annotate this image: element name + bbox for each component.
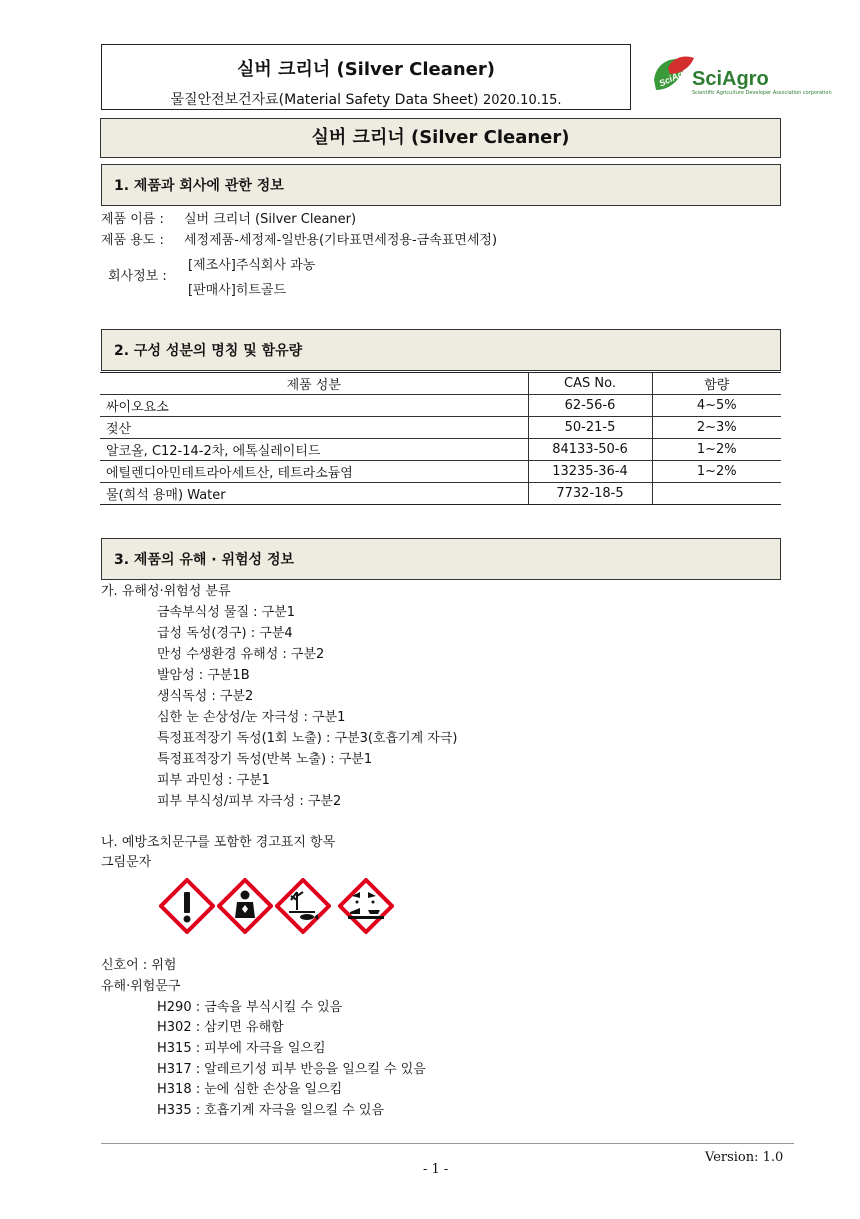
product-banner: 실버 크리너 (Silver Cleaner) <box>100 118 781 158</box>
sciagro-logo <box>650 46 832 106</box>
classification-item: 피부 과민성 : 구분1 <box>157 773 270 788</box>
hazard-statement: H317 : 알레르기성 피부 반응을 일으킬 수 있음 <box>157 1062 426 1077</box>
classification-item: 심한 눈 손상성/눈 자극성 : 구분1 <box>157 710 346 725</box>
classification-item: 발암성 : 구분1B <box>157 668 250 683</box>
content-percent: 1~2% <box>652 439 781 461</box>
ingredient-name: 젖산 <box>100 417 528 439</box>
ingredient-name: 물(희석 용매) Water <box>100 483 528 505</box>
section-2-heading: 2. 구성 성분의 명칭 및 함유량 <box>101 329 781 371</box>
company-label: 회사정보 : <box>108 269 167 284</box>
table-row <box>100 461 781 483</box>
hazard-statement: H302 : 삼키면 유해함 <box>157 1020 284 1035</box>
document-title-box <box>101 44 631 110</box>
manufacturer: [제조사]주식회사 과농 <box>188 258 316 273</box>
footer-divider <box>101 1143 794 1144</box>
label-items-title: 나. 예방조치문구를 포함한 경고표지 항목 <box>101 835 336 850</box>
logo-leaf-text: SciAgro <box>657 64 693 89</box>
product-use-label: 제품 용도 : <box>101 233 164 248</box>
product-use-value: 세정제품-세정제-일반용(기타표면세정용-금속표면세정) <box>184 233 498 248</box>
column-header: 제품 성분 <box>100 373 528 395</box>
seller: [판매사]히트골드 <box>188 283 287 298</box>
cas-number: 62-56-6 <box>528 395 652 417</box>
classification-item: 급성 독성(경구) : 구분4 <box>157 626 293 641</box>
corrosion-icon <box>338 878 394 934</box>
cas-number: 84133-50-6 <box>528 439 652 461</box>
content-percent <box>652 483 781 505</box>
exclamation-mark-icon <box>159 878 215 934</box>
table-row <box>100 439 781 461</box>
signal-word: 신호어 : 위험 <box>101 958 177 973</box>
column-header: CAS No. <box>528 373 652 395</box>
section-1-heading: 1. 제품과 회사에 관한 정보 <box>101 164 781 206</box>
classification-item: 피부 부식성/피부 자극성 : 구분2 <box>157 794 342 809</box>
content-percent: 1~2% <box>652 461 781 483</box>
hazard-statement: H290 : 금속을 부식시킬 수 있음 <box>157 1000 343 1015</box>
classification-item: 특정표적장기 독성(1회 노출) : 구분3(호흡기계 자극) <box>157 731 458 746</box>
document-subtitle <box>102 89 630 109</box>
content-percent: 2~3% <box>652 417 781 439</box>
table-row <box>100 483 781 505</box>
hazard-statement: H335 : 호흡기계 자극을 일으킬 수 있음 <box>157 1103 385 1118</box>
ingredient-name: 알코올, C12-14-2차, 에톡실레이티드 <box>100 439 528 461</box>
content-percent: 4~5% <box>652 395 781 417</box>
hazard-statements-title: 유해·위험문구 <box>101 979 181 994</box>
hazard-statement: H318 : 눈에 심한 손상을 일으킴 <box>157 1082 343 1097</box>
product-name-label: 제품 이름 : <box>101 212 164 227</box>
cas-number: 50-21-5 <box>528 417 652 439</box>
table-header-row <box>100 373 781 395</box>
page-number: - 1 - <box>423 1162 449 1177</box>
subtitle-korean: 물질안전보건자료 <box>170 92 279 108</box>
document-title: 실버 크리너 (Silver Cleaner) <box>237 59 495 80</box>
classification-item: 만성 수생환경 유해성 : 구분2 <box>157 647 325 662</box>
pictogram-title: 그림문자 <box>101 855 152 870</box>
cas-number: 13235-36-4 <box>528 461 652 483</box>
environment-icon <box>275 878 331 934</box>
table-row <box>100 417 781 439</box>
column-header: 함량 <box>652 373 781 395</box>
subtitle-english: (Material Safety Data Sheet) <box>278 92 479 108</box>
classification-item: 특정표적장기 독성(반복 노출) : 구분1 <box>157 752 373 767</box>
version-label: Version: 1.0 <box>705 1150 784 1165</box>
classification-title: 가. 유해성·위험성 분류 <box>101 584 231 599</box>
hazard-statement: H315 : 피부에 자극을 일으킴 <box>157 1041 326 1056</box>
composition-table <box>100 372 781 505</box>
section-3-heading: 3. 제품의 유해 · 위험성 정보 <box>101 538 781 580</box>
table-row <box>100 395 781 417</box>
product-name-value: 실버 크리너 (Silver Cleaner) <box>184 212 357 227</box>
ingredient-name: 싸이오요소 <box>100 395 528 417</box>
classification-item: 금속부식성 물질 : 구분1 <box>157 605 296 620</box>
document-date: 2020.10.15. <box>482 93 562 108</box>
health-hazard-icon <box>217 878 273 934</box>
cas-number: 7732-18-5 <box>528 483 652 505</box>
logo-name: SciAgro <box>692 68 769 90</box>
logo-tagline: Scientific Agriculture Developer Association corporation <box>692 90 832 96</box>
classification-item: 생식독성 : 구분2 <box>157 689 254 704</box>
ingredient-name: 에틸렌디아민테트라아세트산, 테트라소듐염 <box>100 461 528 483</box>
logo-leaf-icon <box>650 50 698 98</box>
